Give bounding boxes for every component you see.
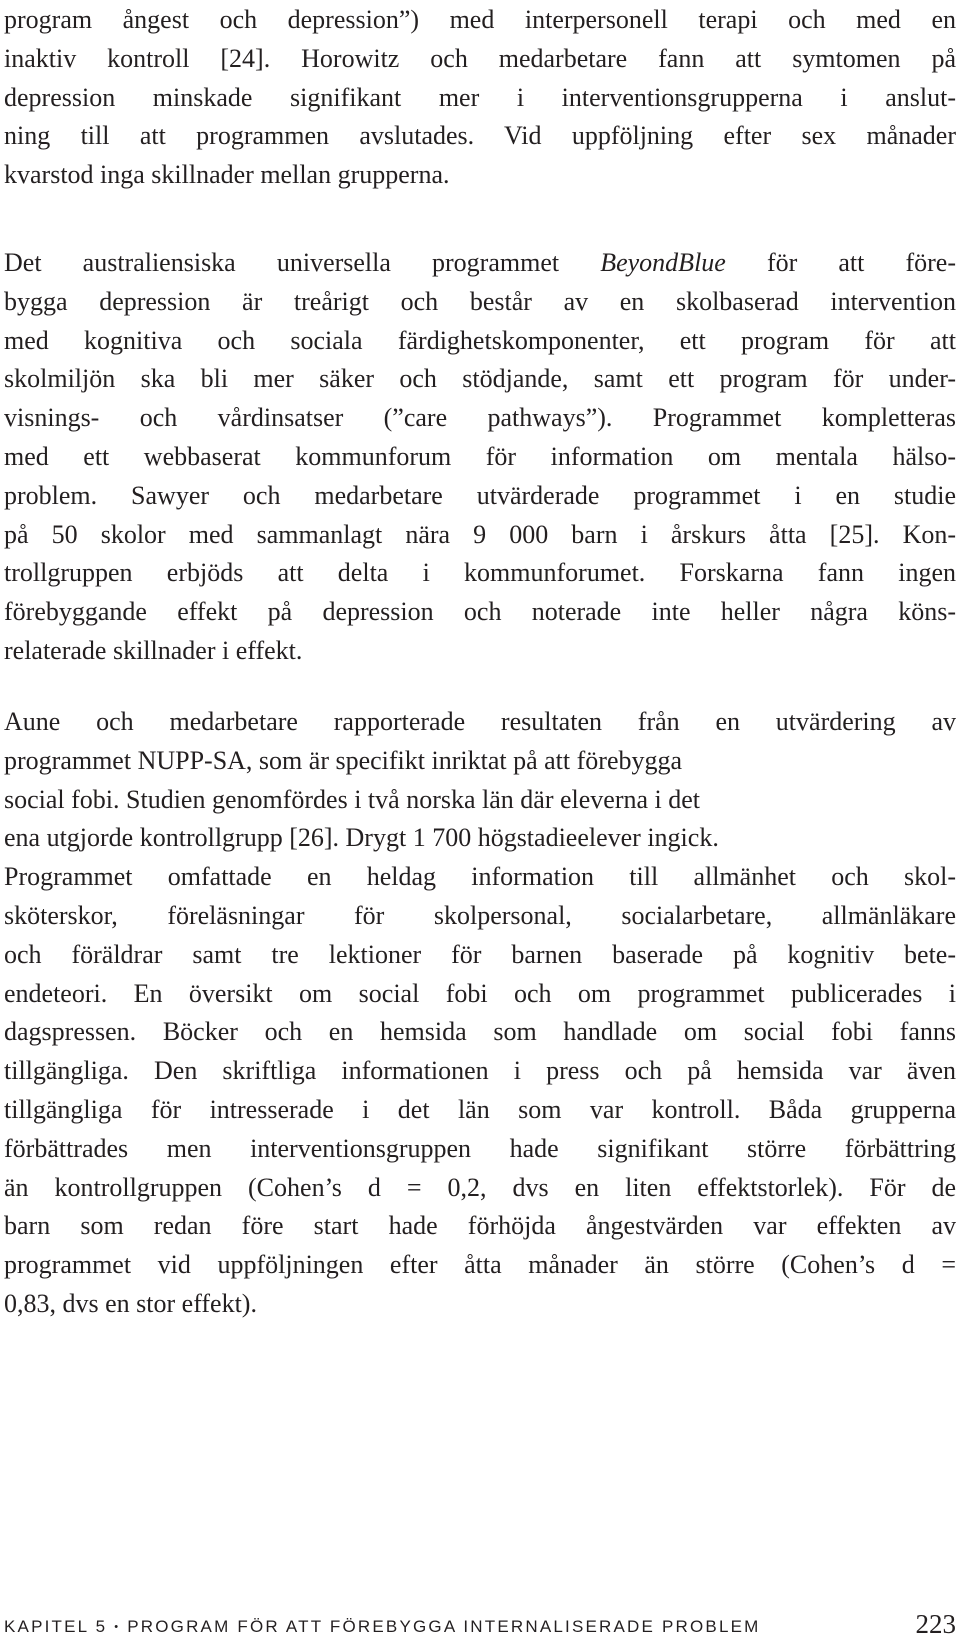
text-line: social fobi. Studien genomfördes i två norska län där eleverna i det (4, 784, 701, 814)
text-line: ena utgjorde kontrollgrupp [26]. Drygt 1 700 högstadieelever ingick. (4, 823, 719, 853)
text-line: med kognitiva och sociala färdighetskomponenter, ett program för att (4, 325, 956, 355)
text-line: programmet vid uppföljningen efter åtta månader än större (Cohen’s d = (4, 1250, 956, 1280)
italic-program-name: BeyondBlue (600, 248, 726, 277)
text-line: depression minskade signifikant mer i interventionsgrupperna i anslut- (4, 82, 956, 112)
paragraph-3 (4, 703, 956, 1324)
text-line: 0,83, dvs en stor effekt). (4, 1288, 257, 1318)
text-line: tillgängliga för intresserade i det län som var kontroll. Båda grupperna (4, 1094, 956, 1124)
text-line: program ångest och depression”) med interpersonell terapi och med en (4, 5, 956, 34)
chapter-title: PROGRAM FÖR ATT FÖREBYGGA INTERNALISERADE PROBLEM (127, 1617, 761, 1636)
paragraph-2 (4, 244, 956, 671)
text-line: och föräldrar samt tre lektioner för barnen baserade på kognitiv bete- (4, 939, 956, 969)
chapter-label: KAPITEL 5 (4, 1617, 108, 1636)
text-line: ning till att programmen avslutades. Vid uppföljning efter sex månader (4, 121, 956, 151)
text-line: trollgruppen erbjöds att delta i kommunforumet. Forskarna fann ingen (4, 558, 956, 588)
text-line: tillgängliga. Den skriftliga informationen i press och på hemsida var även (4, 1056, 956, 1086)
text-line: än kontrollgruppen (Cohen’s d = 0,2, dvs en liten effektstorlek). För de (4, 1172, 956, 1202)
text-line: problem. Sawyer och medarbetare utvärderade programmet i en studie (4, 480, 956, 510)
text-line: sköterskor, föreläsningar för skolpersonal, socialarbetare, allmänläkare (4, 900, 956, 930)
text-line: visnings- och vårdinsatser (”care pathways”). Programmet kompletteras (4, 403, 956, 433)
text-line: Programmet omfattade en heldag information till allmänhet och skol- (4, 862, 956, 892)
bullet-separator: • (114, 1621, 121, 1633)
text-line: barn som redan före start hade förhöjda ångestvärden var effekten av (4, 1211, 956, 1241)
text-line: förbättrades men interventionsgruppen hade signifikant större förbättring (4, 1133, 956, 1163)
document-page (4, 0, 956, 1647)
text-line: relaterade skillnader i effekt. (4, 635, 303, 665)
paragraph-1 (4, 1, 956, 195)
text-line: Aune och medarbetare rapporterade resultaten från en utvärdering av (4, 707, 956, 736)
text-line: med ett webbaserat kommunforum för information om mentala hälso- (4, 441, 956, 471)
text-line: endeteori. En översikt om social fobi och om programmet publicerades i (4, 978, 956, 1008)
page-number: 223 (915, 1609, 956, 1639)
running-head (4, 1617, 761, 1637)
text-line: bygga depression är treårigt och består av en skolbaserad intervention (4, 286, 956, 316)
text-run: för att före- (725, 248, 956, 277)
text-line: på 50 skolor med sammanlagt nära 9 000 barn i årskurs åtta [25]. Kon- (4, 519, 956, 549)
text-line: kvarstod inga skillnader mellan grupperna. (4, 160, 450, 190)
page-footer (4, 1607, 956, 1641)
text-line: inaktiv kontroll [24]. Horowitz och medarbetare fann att symtomen på (4, 43, 956, 73)
text-line: dagspressen. Böcker och en hemsida som handlade om social fobi fanns (4, 1017, 956, 1047)
text-line: skolmiljön ska bli mer säker och stödjande, samt ett program för under- (4, 364, 956, 394)
text-run: Det australiensiska universella programmet (4, 248, 601, 277)
text-line: förebyggande effekt på depression och noterade inte heller några köns- (4, 597, 956, 627)
text-line (4, 244, 956, 283)
text-line: programmet NUPP-SA, som är specifikt inriktat på att förebygga (4, 745, 683, 775)
